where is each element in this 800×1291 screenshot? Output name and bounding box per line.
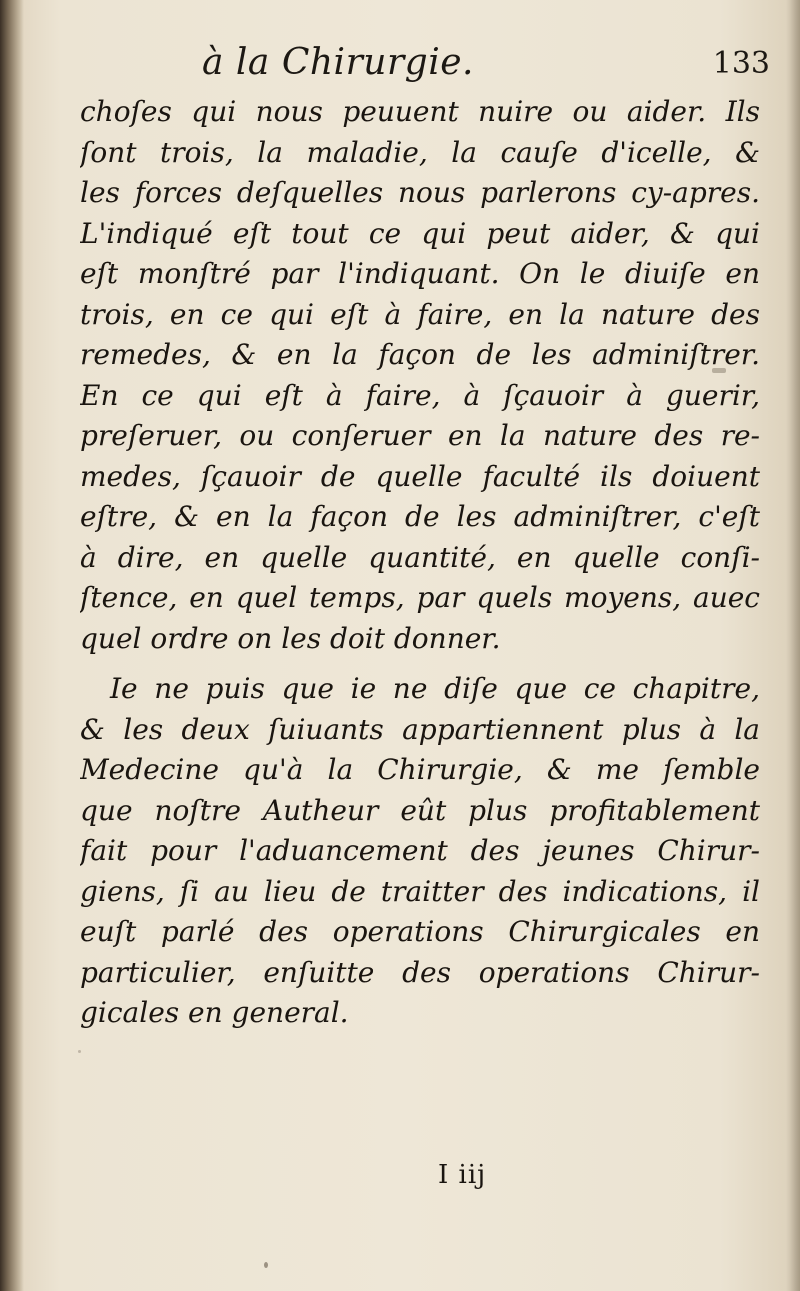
text-line: ſont trois, la maladie, la cauſe d'icelle, & [80,135,760,169]
paragraph-2 [80,669,760,1034]
text-line: giens, ſi au lieu de traitter des indications, il [80,874,760,908]
text-line: En ce qui eſt à faire, à ſçauoir à guerir, [80,378,760,412]
paper-speck [264,1262,268,1268]
text-line: quel ordre on les doit donner. [80,621,501,655]
paragraph-1 [80,92,760,659]
text-line: ſtence, en quel temps, par quels moyens, auec [80,581,760,614]
paragraph-gap [80,659,760,669]
text-line: L'indiqué eſt tout ce qui peut aider, & qui [80,216,760,250]
signature-mark: I iij [438,1160,487,1190]
text-line: trois, en ce qui eſt à faire, en la nature des [80,297,760,331]
text-line: à dire, en quelle quantité, en quelle conſi- [80,540,760,574]
page-edge-shadow [786,0,800,1291]
text-line: remedes, & en la façon de les adminiſtrer. [80,338,760,371]
running-head [70,42,770,92]
running-head-title: à la Chirurgie. [202,42,474,83]
text-line: les forces deſquelles nous parlerons cy-apres. [80,176,760,209]
text-line: que noſtre Autheur eût plus profitablement [80,793,760,827]
text-line: & les deux ſuiuants appartiennent plus à la [80,712,760,746]
text-line: choſes qui nous peuuent nuire ou aider. Ils [80,95,760,128]
text-line: Ie ne puis que ie ne diſe que ce chapitre, [110,672,760,705]
text-line: gicales en general. [80,996,349,1029]
page-number: 133 [712,46,770,81]
body-text [80,92,760,1034]
text-line: medes, ſçauoir de quelle faculté ils doiuent [80,459,760,493]
text-line: particulier, enſuitte des operations Chirur- [80,955,760,989]
paper-speck [712,368,726,373]
text-line: Medecine qu'à la Chirurgie, & me ſemble [80,753,760,786]
text-line: eſtre, & en la façon de les adminiſtrer, c'eſt [80,500,760,533]
text-line: eſt monſtré par l'indiquant. On le diuiſe en [80,257,760,290]
text-line: preſeruer, ou conſeruer en la nature des re- [80,419,760,452]
paper-speck [78,1050,81,1053]
text-line: fait pour l'aduancement des jeunes Chirur- [80,834,760,867]
book-spine-shadow [0,0,24,1291]
text-line: euſt parlé des operations Chirurgicales en [80,915,760,948]
